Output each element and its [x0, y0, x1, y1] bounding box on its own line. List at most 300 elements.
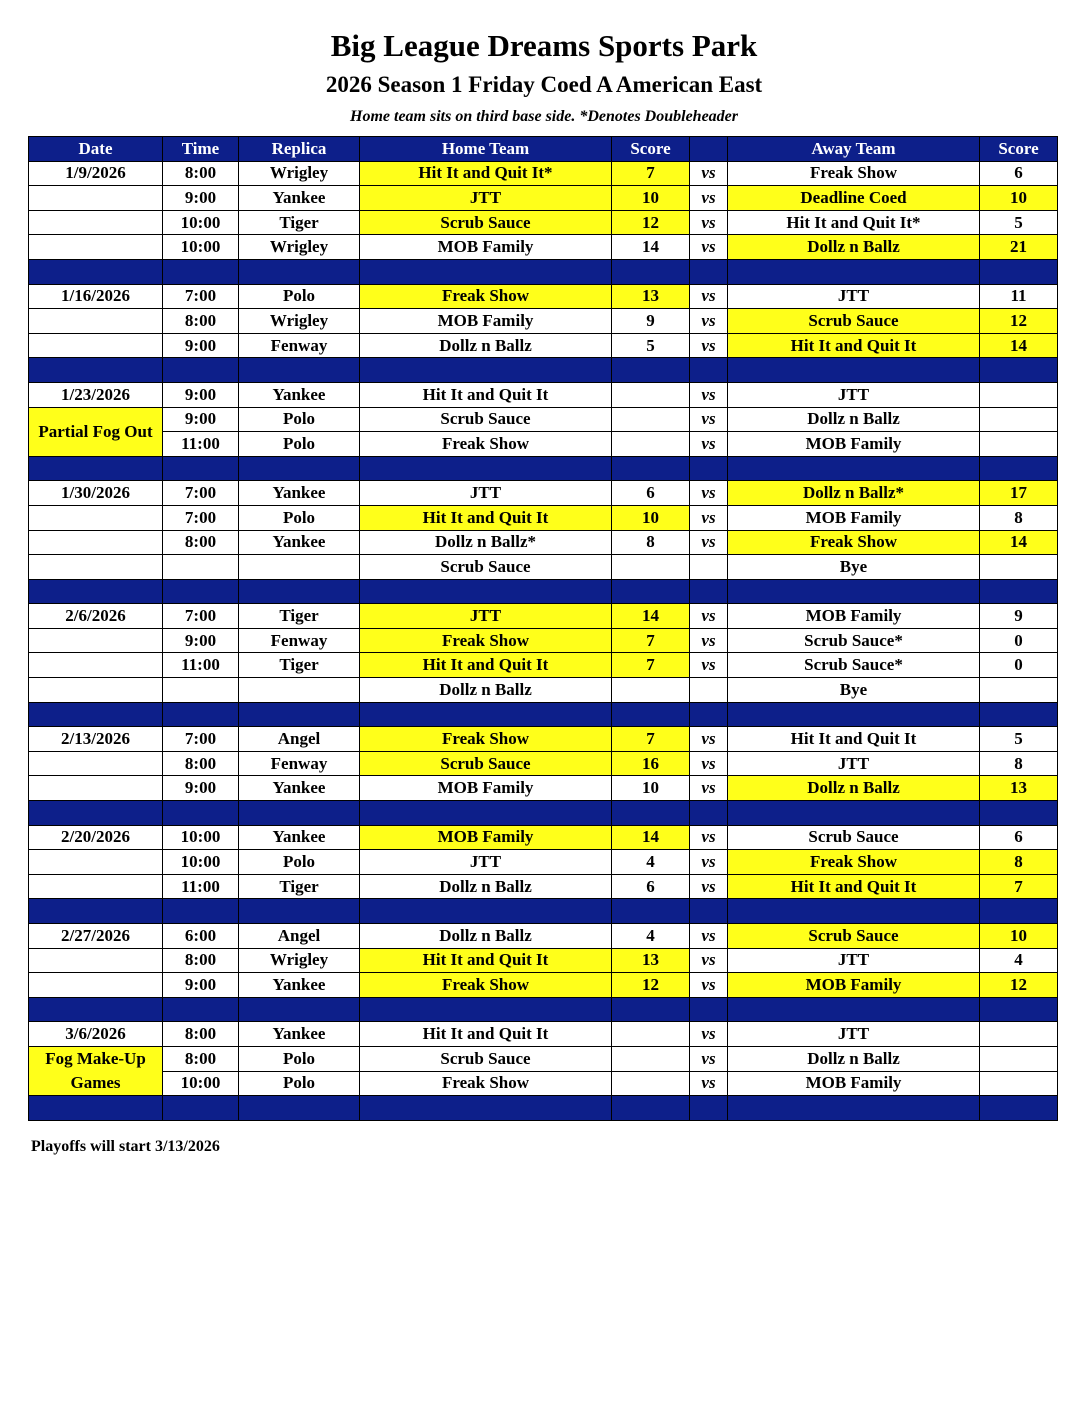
game-field: Wrigley: [239, 235, 360, 260]
home-score: 16: [612, 751, 690, 776]
away-score: 12: [980, 973, 1058, 998]
game-row: [29, 874, 1058, 899]
separator-cell: [612, 358, 690, 383]
week-separator: [29, 702, 1058, 727]
col-header-home-score: Score: [612, 137, 690, 162]
away-score: 8: [980, 505, 1058, 530]
home-team: MOB Family: [360, 235, 612, 260]
vs-label: vs: [690, 309, 728, 334]
game-time: 7:00: [163, 505, 239, 530]
home-team: Scrub Sauce: [360, 210, 612, 235]
game-time: 9:00: [163, 333, 239, 358]
page-title: Big League Dreams Sports Park: [330, 28, 758, 63]
away-team: Scrub Sauce*: [728, 628, 980, 653]
game-time: 8:00: [163, 1046, 239, 1071]
game-row: [29, 382, 1058, 407]
separator-cell: [29, 801, 163, 826]
home-team: Freak Show: [360, 727, 612, 752]
game-field: [239, 555, 360, 580]
game-field: Yankee: [239, 973, 360, 998]
col-header-date: Date: [29, 137, 163, 162]
table-header-row: [29, 137, 1058, 162]
separator-cell: [163, 702, 239, 727]
separator-cell: [360, 997, 612, 1022]
separator-cell: [29, 1096, 163, 1121]
vs-label: vs: [690, 333, 728, 358]
separator-cell: [360, 259, 612, 284]
vs-label: vs: [690, 210, 728, 235]
game-time: 8:00: [163, 1022, 239, 1047]
game-field: Yankee: [239, 825, 360, 850]
away-team: Hit It and Quit It*: [728, 210, 980, 235]
vs-label: vs: [690, 1046, 728, 1071]
game-field: Tiger: [239, 874, 360, 899]
week-note: Fog Make-Up Games: [29, 1046, 163, 1095]
away-team: Dollz n Ballz: [728, 235, 980, 260]
away-score: 8: [980, 850, 1058, 875]
game-field: Fenway: [239, 628, 360, 653]
separator-cell: [728, 358, 980, 383]
away-team: JTT: [728, 284, 980, 309]
separator-cell: [728, 702, 980, 727]
away-score: 5: [980, 727, 1058, 752]
home-score: 4: [612, 850, 690, 875]
away-team: Scrub Sauce*: [728, 653, 980, 678]
game-field: Tiger: [239, 210, 360, 235]
home-team: MOB Family: [360, 776, 612, 801]
game-date-empty: [29, 948, 163, 973]
separator-cell: [728, 259, 980, 284]
separator-cell: [29, 997, 163, 1022]
vs-label: vs: [690, 1071, 728, 1096]
game-row: [29, 776, 1058, 801]
away-team: Hit It and Quit It: [728, 333, 980, 358]
separator-cell: [612, 456, 690, 481]
vs-label: vs: [690, 628, 728, 653]
game-field: Yankee: [239, 1022, 360, 1047]
home-score: 10: [612, 186, 690, 211]
home-score: 10: [612, 776, 690, 801]
game-row: [29, 432, 1058, 457]
game-time: [163, 555, 239, 580]
separator-cell: [360, 579, 612, 604]
game-date: 2/13/2026: [29, 727, 163, 752]
home-score: 13: [612, 284, 690, 309]
game-time: 10:00: [163, 825, 239, 850]
game-time: 11:00: [163, 874, 239, 899]
separator-cell: [980, 579, 1058, 604]
away-score: 17: [980, 481, 1058, 506]
home-score: 7: [612, 161, 690, 186]
game-date-empty: [29, 678, 163, 703]
separator-cell: [29, 259, 163, 284]
home-score: 6: [612, 481, 690, 506]
away-team: Scrub Sauce: [728, 924, 980, 949]
game-date-empty: [29, 186, 163, 211]
game-row: [29, 161, 1058, 186]
week-separator: [29, 259, 1058, 284]
game-row: [29, 1046, 1058, 1071]
week-separator: [29, 997, 1058, 1022]
vs-label: vs: [690, 1022, 728, 1047]
game-row: [29, 505, 1058, 530]
game-field: Yankee: [239, 481, 360, 506]
game-row: [29, 973, 1058, 998]
home-score: 14: [612, 604, 690, 629]
game-time: 7:00: [163, 284, 239, 309]
home-team: Scrub Sauce: [360, 751, 612, 776]
home-team: Scrub Sauce: [360, 407, 612, 432]
game-field: Angel: [239, 727, 360, 752]
game-time: 8:00: [163, 751, 239, 776]
vs-label: vs: [690, 235, 728, 260]
away-team: JTT: [728, 1022, 980, 1047]
game-row: [29, 530, 1058, 555]
game-date: 2/6/2026: [29, 604, 163, 629]
home-score: 14: [612, 235, 690, 260]
home-team: Dollz n Ballz: [360, 333, 612, 358]
game-time: 11:00: [163, 653, 239, 678]
away-team: Dollz n Ballz: [728, 776, 980, 801]
home-team: JTT: [360, 604, 612, 629]
away-score: 14: [980, 530, 1058, 555]
game-time: 7:00: [163, 481, 239, 506]
separator-cell: [728, 997, 980, 1022]
vs-label: vs: [690, 874, 728, 899]
vs-label: vs: [690, 284, 728, 309]
home-team: Hit It and Quit It*: [360, 161, 612, 186]
game-date-empty: [29, 309, 163, 334]
vs-label: vs: [690, 432, 728, 457]
separator-cell: [239, 899, 360, 924]
game-date-empty: [29, 530, 163, 555]
away-score: 12: [980, 309, 1058, 334]
home-team: JTT: [360, 850, 612, 875]
game-date-empty: [29, 505, 163, 530]
separator-cell: [980, 358, 1058, 383]
home-score: 9: [612, 309, 690, 334]
game-date-empty: [29, 628, 163, 653]
game-field: Polo: [239, 1046, 360, 1071]
game-row: [29, 1071, 1058, 1096]
game-time: 10:00: [163, 850, 239, 875]
separator-cell: [163, 997, 239, 1022]
home-score: 5: [612, 333, 690, 358]
game-time: 9:00: [163, 407, 239, 432]
home-score: [612, 407, 690, 432]
game-date-empty: [29, 874, 163, 899]
home-team: Hit It and Quit It: [360, 653, 612, 678]
game-date-empty: [29, 555, 163, 580]
separator-cell: [612, 801, 690, 826]
separator-cell: [29, 456, 163, 481]
game-row: [29, 235, 1058, 260]
home-team: MOB Family: [360, 309, 612, 334]
away-team: Hit It and Quit It: [728, 874, 980, 899]
game-field: Tiger: [239, 604, 360, 629]
game-row: [29, 604, 1058, 629]
away-team: MOB Family: [728, 432, 980, 457]
game-date-empty: [29, 235, 163, 260]
home-score: 12: [612, 973, 690, 998]
game-date: 1/23/2026: [29, 382, 163, 407]
vs-label: vs: [690, 924, 728, 949]
home-score: [612, 382, 690, 407]
away-score: 6: [980, 161, 1058, 186]
separator-cell: [690, 456, 728, 481]
game-row: [29, 1022, 1058, 1047]
game-row: [29, 555, 1058, 580]
separator-cell: [163, 579, 239, 604]
separator-cell: [163, 1096, 239, 1121]
separator-cell: [239, 456, 360, 481]
game-field: Polo: [239, 505, 360, 530]
separator-cell: [360, 702, 612, 727]
game-field: Angel: [239, 924, 360, 949]
away-score: [980, 1071, 1058, 1096]
separator-cell: [728, 1096, 980, 1121]
game-date-empty: [29, 653, 163, 678]
separator-cell: [360, 899, 612, 924]
home-team: JTT: [360, 186, 612, 211]
away-team: Scrub Sauce: [728, 825, 980, 850]
separator-cell: [239, 579, 360, 604]
away-score: 0: [980, 628, 1058, 653]
game-time: 8:00: [163, 530, 239, 555]
away-score: 13: [980, 776, 1058, 801]
home-team: Dollz n Ballz: [360, 874, 612, 899]
game-time: [163, 678, 239, 703]
week-separator: [29, 358, 1058, 383]
vs-label: vs: [690, 161, 728, 186]
vs-label-empty: [690, 678, 728, 703]
home-score: 10: [612, 505, 690, 530]
away-team: JTT: [728, 948, 980, 973]
home-team: Scrub Sauce: [360, 1046, 612, 1071]
away-score: [980, 407, 1058, 432]
game-row: [29, 948, 1058, 973]
vs-label: vs: [690, 727, 728, 752]
week-separator: [29, 456, 1058, 481]
home-team: Hit It and Quit It: [360, 505, 612, 530]
away-team: Scrub Sauce: [728, 309, 980, 334]
away-score: 8: [980, 751, 1058, 776]
away-team: JTT: [728, 382, 980, 407]
home-team: Dollz n Ballz*: [360, 530, 612, 555]
separator-cell: [360, 358, 612, 383]
game-row: [29, 628, 1058, 653]
game-row: [29, 653, 1058, 678]
game-date-empty: [29, 210, 163, 235]
away-score: 21: [980, 235, 1058, 260]
separator-cell: [728, 456, 980, 481]
separator-cell: [163, 801, 239, 826]
vs-label: vs: [690, 973, 728, 998]
away-team: JTT: [728, 751, 980, 776]
home-team: Freak Show: [360, 628, 612, 653]
separator-cell: [239, 702, 360, 727]
separator-cell: [239, 1096, 360, 1121]
home-score: [612, 1071, 690, 1096]
home-team: JTT: [360, 481, 612, 506]
separator-cell: [360, 801, 612, 826]
separator-cell: [728, 899, 980, 924]
col-header-away-team: Away Team: [728, 137, 980, 162]
separator-cell: [690, 358, 728, 383]
vs-label: vs: [690, 186, 728, 211]
game-date: 1/16/2026: [29, 284, 163, 309]
game-field: Yankee: [239, 530, 360, 555]
game-time: 9:00: [163, 973, 239, 998]
separator-cell: [690, 702, 728, 727]
separator-cell: [980, 456, 1058, 481]
col-header-time: Time: [163, 137, 239, 162]
game-date: 1/9/2026: [29, 161, 163, 186]
separator-cell: [239, 801, 360, 826]
away-team: Bye: [728, 555, 980, 580]
separator-cell: [980, 899, 1058, 924]
away-score: 6: [980, 825, 1058, 850]
game-field: Tiger: [239, 653, 360, 678]
game-date: 1/30/2026: [29, 481, 163, 506]
game-field: Polo: [239, 1071, 360, 1096]
game-time: 9:00: [163, 776, 239, 801]
away-team: Dollz n Ballz: [728, 1046, 980, 1071]
vs-label: vs: [690, 604, 728, 629]
game-row: [29, 751, 1058, 776]
away-score: [980, 1022, 1058, 1047]
vs-label: vs: [690, 407, 728, 432]
home-team: Freak Show: [360, 284, 612, 309]
week-separator: [29, 899, 1058, 924]
game-field: Wrigley: [239, 309, 360, 334]
away-score: [980, 555, 1058, 580]
away-team: MOB Family: [728, 1071, 980, 1096]
week-separator: [29, 579, 1058, 604]
schedule-table: [28, 136, 1058, 1121]
col-header-away-score: Score: [980, 137, 1058, 162]
col-header-home-team: Home Team: [360, 137, 612, 162]
separator-cell: [612, 579, 690, 604]
game-time: 8:00: [163, 161, 239, 186]
game-time: 10:00: [163, 210, 239, 235]
away-score: 7: [980, 874, 1058, 899]
game-row: [29, 825, 1058, 850]
away-score: [980, 432, 1058, 457]
vs-label: vs: [690, 505, 728, 530]
home-score: [612, 1022, 690, 1047]
vs-label: vs: [690, 653, 728, 678]
away-team: Bye: [728, 678, 980, 703]
away-team: Hit It and Quit It: [728, 727, 980, 752]
game-row: [29, 481, 1058, 506]
away-score: 10: [980, 924, 1058, 949]
home-team: Hit It and Quit It: [360, 948, 612, 973]
home-team: Freak Show: [360, 973, 612, 998]
vs-label: vs: [690, 751, 728, 776]
game-field: Polo: [239, 850, 360, 875]
separator-cell: [29, 702, 163, 727]
col-header-vs: [690, 137, 728, 162]
away-team: Deadline Coed: [728, 186, 980, 211]
separator-cell: [980, 259, 1058, 284]
separator-cell: [690, 899, 728, 924]
game-field: Fenway: [239, 333, 360, 358]
vs-label: vs: [690, 850, 728, 875]
separator-cell: [980, 1096, 1058, 1121]
col-header-replica: Replica: [239, 137, 360, 162]
game-field: Yankee: [239, 382, 360, 407]
game-date: 2/20/2026: [29, 825, 163, 850]
game-time: 10:00: [163, 1071, 239, 1096]
vs-label: vs: [690, 530, 728, 555]
separator-cell: [690, 801, 728, 826]
away-team: Freak Show: [728, 161, 980, 186]
game-row: [29, 186, 1058, 211]
vs-label: vs: [690, 382, 728, 407]
away-score: 14: [980, 333, 1058, 358]
home-score: [612, 432, 690, 457]
away-score: 5: [980, 210, 1058, 235]
separator-cell: [728, 579, 980, 604]
away-score: [980, 1046, 1058, 1071]
separator-cell: [612, 899, 690, 924]
game-row: [29, 924, 1058, 949]
home-team: Dollz n Ballz: [360, 678, 612, 703]
week-separator: [29, 1096, 1058, 1121]
away-score: 11: [980, 284, 1058, 309]
away-team: Freak Show: [728, 530, 980, 555]
game-field: Yankee: [239, 776, 360, 801]
away-score: 0: [980, 653, 1058, 678]
separator-cell: [690, 997, 728, 1022]
game-time: 6:00: [163, 924, 239, 949]
home-score: [612, 1046, 690, 1071]
home-score: 7: [612, 653, 690, 678]
away-score: 4: [980, 948, 1058, 973]
game-time: 8:00: [163, 948, 239, 973]
game-date-empty: [29, 776, 163, 801]
away-team: MOB Family: [728, 505, 980, 530]
game-row: [29, 284, 1058, 309]
away-score: [980, 678, 1058, 703]
home-score: 13: [612, 948, 690, 973]
away-score: 9: [980, 604, 1058, 629]
game-time: 7:00: [163, 727, 239, 752]
game-time: 11:00: [163, 432, 239, 457]
page-subtitle: 2026 Season 1 Friday Coed A American East: [325, 72, 763, 97]
home-score: 8: [612, 530, 690, 555]
game-date-empty: [29, 850, 163, 875]
home-score: 7: [612, 727, 690, 752]
away-score: [980, 382, 1058, 407]
vs-label-empty: [690, 555, 728, 580]
separator-cell: [239, 358, 360, 383]
separator-cell: [612, 702, 690, 727]
game-row: [29, 309, 1058, 334]
separator-cell: [163, 259, 239, 284]
game-row: [29, 727, 1058, 752]
separator-cell: [29, 899, 163, 924]
game-time: 9:00: [163, 628, 239, 653]
game-time: 9:00: [163, 382, 239, 407]
game-field: Yankee: [239, 186, 360, 211]
separator-cell: [728, 801, 980, 826]
away-team: Dollz n Ballz: [728, 407, 980, 432]
home-team: Dollz n Ballz: [360, 924, 612, 949]
away-team: MOB Family: [728, 604, 980, 629]
home-score: [612, 678, 690, 703]
